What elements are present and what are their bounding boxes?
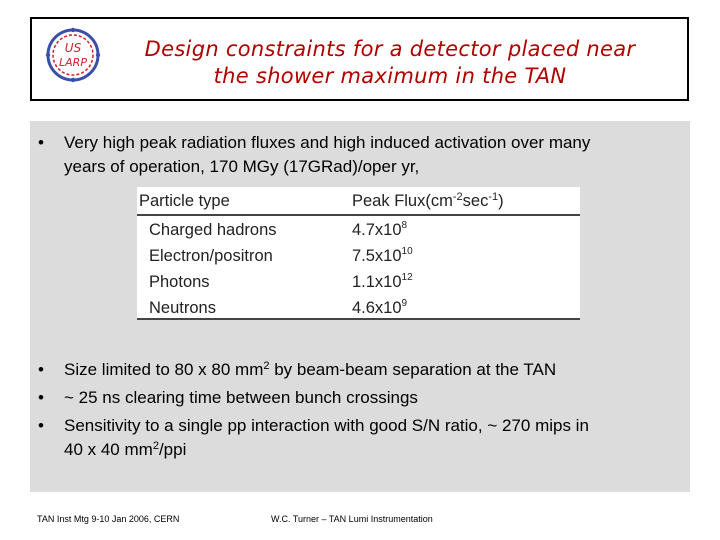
footer-author: W.C. Turner – TAN Lumi Instrumentation	[271, 514, 433, 524]
table-header	[137, 192, 580, 216]
logo-text-us: US	[64, 41, 82, 55]
table-row	[137, 247, 580, 271]
us-larp-logo	[44, 26, 102, 84]
slide-title	[110, 36, 670, 90]
peak-flux-table	[137, 187, 580, 320]
bullet-marker: •	[38, 388, 44, 407]
flux-cell: $1.1x10^{12}$	[352, 272, 413, 291]
title-line-1: Design constraints for a detector placed near	[144, 37, 636, 61]
bullet-line: Very high peak radiation fluxes and high induced activation over many	[64, 133, 591, 152]
flux-cell: $4.7x10^8$	[352, 220, 408, 239]
bullet-marker: •	[38, 416, 44, 435]
footer-meeting: TAN Inst Mtg 9-10 Jan 2006, CERN	[37, 514, 180, 524]
table-rule-bottom	[137, 318, 580, 320]
header-particle-type: Particle type	[139, 192, 230, 210]
particle-cell: Neutrons	[149, 299, 216, 317]
flux-cell: $4.6x10^9$	[352, 298, 408, 317]
table-rule-top	[137, 214, 580, 216]
bullet-line: years of operation, 170 MGy (17GRad)/oper yr,	[64, 157, 420, 176]
header-peak-flux: Peak $Flux(cm^{-2}\sec^{-1})$	[352, 191, 504, 210]
table-row	[137, 221, 580, 245]
particle-cell: Charged hadrons	[149, 221, 277, 239]
bullet-text: ~ 25 ns clearing time between bunch crossings	[64, 388, 418, 407]
bullet-text	[64, 131, 686, 179]
bullet-line: Sensitivity to a single pp interaction with good S/N ratio, ~ 270 mips in	[64, 416, 589, 435]
particle-cell: Electron/positron	[149, 247, 273, 265]
flux-cell: $7.5x10^{10}$	[352, 246, 413, 265]
title-line-2: the shower maximum in the TAN	[213, 64, 567, 88]
logo-text-larp: LARP	[59, 56, 87, 69]
title-box	[30, 17, 689, 101]
table-row	[137, 273, 580, 297]
bullet-line: 40 x 40 $mm^2$/ppi	[64, 440, 187, 459]
content-panel	[30, 121, 690, 492]
bullet-text: Size limited to 80 x 80 $mm^2$ by beam-beam separation at the TAN	[64, 360, 557, 379]
bullet-marker: •	[38, 133, 44, 152]
particle-cell: Photons	[149, 273, 210, 291]
bullet-text	[64, 414, 686, 462]
bullet-marker: •	[38, 360, 44, 379]
